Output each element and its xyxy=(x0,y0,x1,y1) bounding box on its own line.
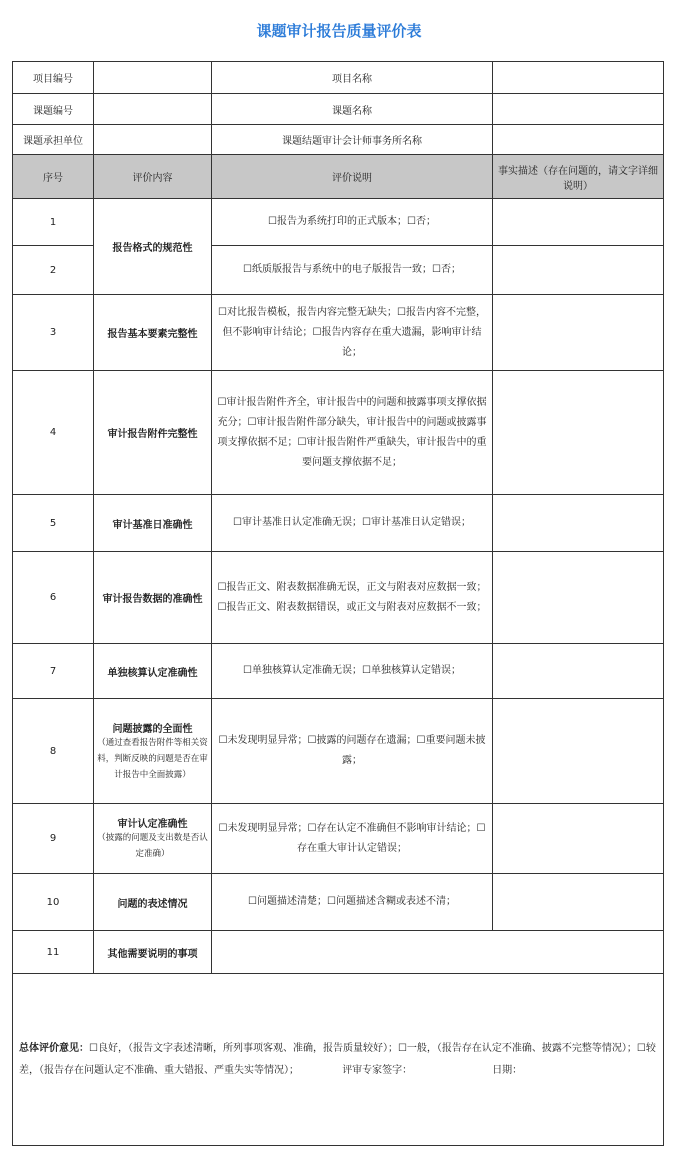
row-content: 问题的表述情况 xyxy=(94,874,212,931)
header-seq: 序号 xyxy=(13,155,94,199)
table-row xyxy=(13,199,664,246)
row-desc: ☐审计报告附件齐全，审计报告中的问题和披露事项支撑依据充分；☐审计报告附件部分缺失，审计报告中的问题或披露事项支撑依据不足；☐审计报告附件严重缺失，审计报告中的重要问题支撑依据不足； xyxy=(212,371,493,495)
row-fact-field[interactable] xyxy=(493,874,664,931)
unit-field[interactable] xyxy=(94,125,212,155)
meta-row-unit xyxy=(13,125,664,155)
topic-no-label: 课题编号 xyxy=(13,94,94,125)
row-fact-field[interactable] xyxy=(493,804,664,874)
row-content: 审计报告附件完整性 xyxy=(94,371,212,495)
row-seq: 8 xyxy=(13,699,94,804)
date-label: 日期： xyxy=(492,1064,523,1076)
header-content: 评价内容 xyxy=(94,155,212,199)
meta-row-topic xyxy=(13,94,664,125)
row-seq: 1 xyxy=(13,199,94,246)
table-row xyxy=(13,495,664,552)
table-row xyxy=(13,699,664,804)
topic-name-field[interactable] xyxy=(493,94,664,125)
row-desc: ☐未发现明显异常；☐存在认定不准确但不影响审计结论；☐存在重大审计认定错误； xyxy=(212,804,493,874)
table-row xyxy=(13,874,664,931)
row-seq: 10 xyxy=(13,874,94,931)
row-desc: ☐纸质版报告与系统中的电子版报告一致；☐否； xyxy=(212,246,493,295)
header-row xyxy=(13,155,664,199)
row-content: 审计报告数据的准确性 xyxy=(94,552,212,644)
evaluation-table xyxy=(12,61,664,1146)
summary-cell[interactable] xyxy=(13,974,664,1146)
project-no-label: 项目编号 xyxy=(13,62,94,94)
summary-label: 总体评价意见： xyxy=(19,1042,89,1054)
row-content-cell xyxy=(94,699,212,804)
table-row xyxy=(13,552,664,644)
row-desc: ☐报告正文、附表数据准确无误，正文与附表对应数据一致；☐报告正文、附表数据错误，或正文与附表对应数据不一致； xyxy=(212,552,493,644)
row-desc: ☐未发现明显异常；☐披露的问题存在遗漏；☐重要问题未披露； xyxy=(212,699,493,804)
row-desc: ☐报告为系统打印的正式版本；☐否； xyxy=(212,199,493,246)
row-note: （披露的问题及支出数是否认定准确） xyxy=(97,833,208,859)
table-row xyxy=(13,295,664,371)
row-content: 审计基准日准确性 xyxy=(94,495,212,552)
row-fact-field[interactable] xyxy=(493,246,664,295)
row-seq: 4 xyxy=(13,371,94,495)
summary-row xyxy=(13,974,664,1146)
meta-row-project xyxy=(13,62,664,94)
row-seq: 9 xyxy=(13,804,94,874)
row-content: 其他需要说明的事项 xyxy=(94,931,212,974)
row-fact-field[interactable] xyxy=(493,199,664,246)
firm-label: 课题结题审计会计师事务所名称 xyxy=(212,125,493,155)
header-desc: 评价说明 xyxy=(212,155,493,199)
header-fact: 事实描述（存在问题的，请文字详细说明） xyxy=(493,155,664,199)
row-content: 报告格式的规范性 xyxy=(94,199,212,295)
row-fact-field[interactable] xyxy=(493,495,664,552)
table-row xyxy=(13,931,664,974)
row-desc: ☐审计基准日认定准确无误；☐审计基准日认定错误； xyxy=(212,495,493,552)
project-name-field[interactable] xyxy=(493,62,664,94)
row-seq: 5 xyxy=(13,495,94,552)
project-name-label: 项目名称 xyxy=(212,62,493,94)
row-content: 问题披露的全面性 xyxy=(112,723,193,735)
row-desc: ☐单独核算认定准确无误；☐单独核算认定错误； xyxy=(212,644,493,699)
topic-no-field[interactable] xyxy=(94,94,212,125)
table-row xyxy=(13,804,664,874)
row-desc: ☐问题描述清楚；☐问题描述含糊或表述不清； xyxy=(212,874,493,931)
row-fact-field[interactable] xyxy=(493,371,664,495)
table-row xyxy=(13,644,664,699)
row-content: 报告基本要素完整性 xyxy=(94,295,212,371)
row-seq: 6 xyxy=(13,552,94,644)
row-fact-field[interactable] xyxy=(493,295,664,371)
firm-field[interactable] xyxy=(493,125,664,155)
row-content-cell xyxy=(94,804,212,874)
row-seq: 11 xyxy=(13,931,94,974)
signature-label: 评审专家签字： xyxy=(342,1064,413,1076)
row-fact-field[interactable] xyxy=(493,644,664,699)
page-title: 课题审计报告质量评价表 xyxy=(256,22,422,40)
table-row xyxy=(13,371,664,495)
row-desc: ☐对比报告模板，报告内容完整无缺失；☐报告内容不完整，但不影响审计结论；☐报告内容存在重大遗漏，影响审计结论； xyxy=(212,295,493,371)
row-seq: 2 xyxy=(13,246,94,295)
row-fact-field[interactable] xyxy=(493,699,664,804)
topic-name-label: 课题名称 xyxy=(212,94,493,125)
row-fact-field[interactable] xyxy=(493,552,664,644)
row-content: 单独核算认定准确性 xyxy=(94,644,212,699)
project-no-field[interactable] xyxy=(94,62,212,94)
unit-label: 课题承担单位 xyxy=(13,125,94,155)
row-seq: 7 xyxy=(13,644,94,699)
row-note: （通过查看报告附件等相关资料，判断反映的问题是否在审计报告中全面披露） xyxy=(97,737,208,780)
row-seq: 3 xyxy=(13,295,94,371)
row-content: 审计认定准确性 xyxy=(117,819,188,830)
summary-text: ☐良好，（报告文字表述清晰，所列事项客观、准确，报告质量较好）；☐一般，（报告存在认定不准确、披露不完整等情况）；☐较差，（报告存在问题认定不准确、重大错报、严重失实等情况）； xyxy=(19,1042,656,1076)
other-matters-field[interactable] xyxy=(212,931,664,974)
